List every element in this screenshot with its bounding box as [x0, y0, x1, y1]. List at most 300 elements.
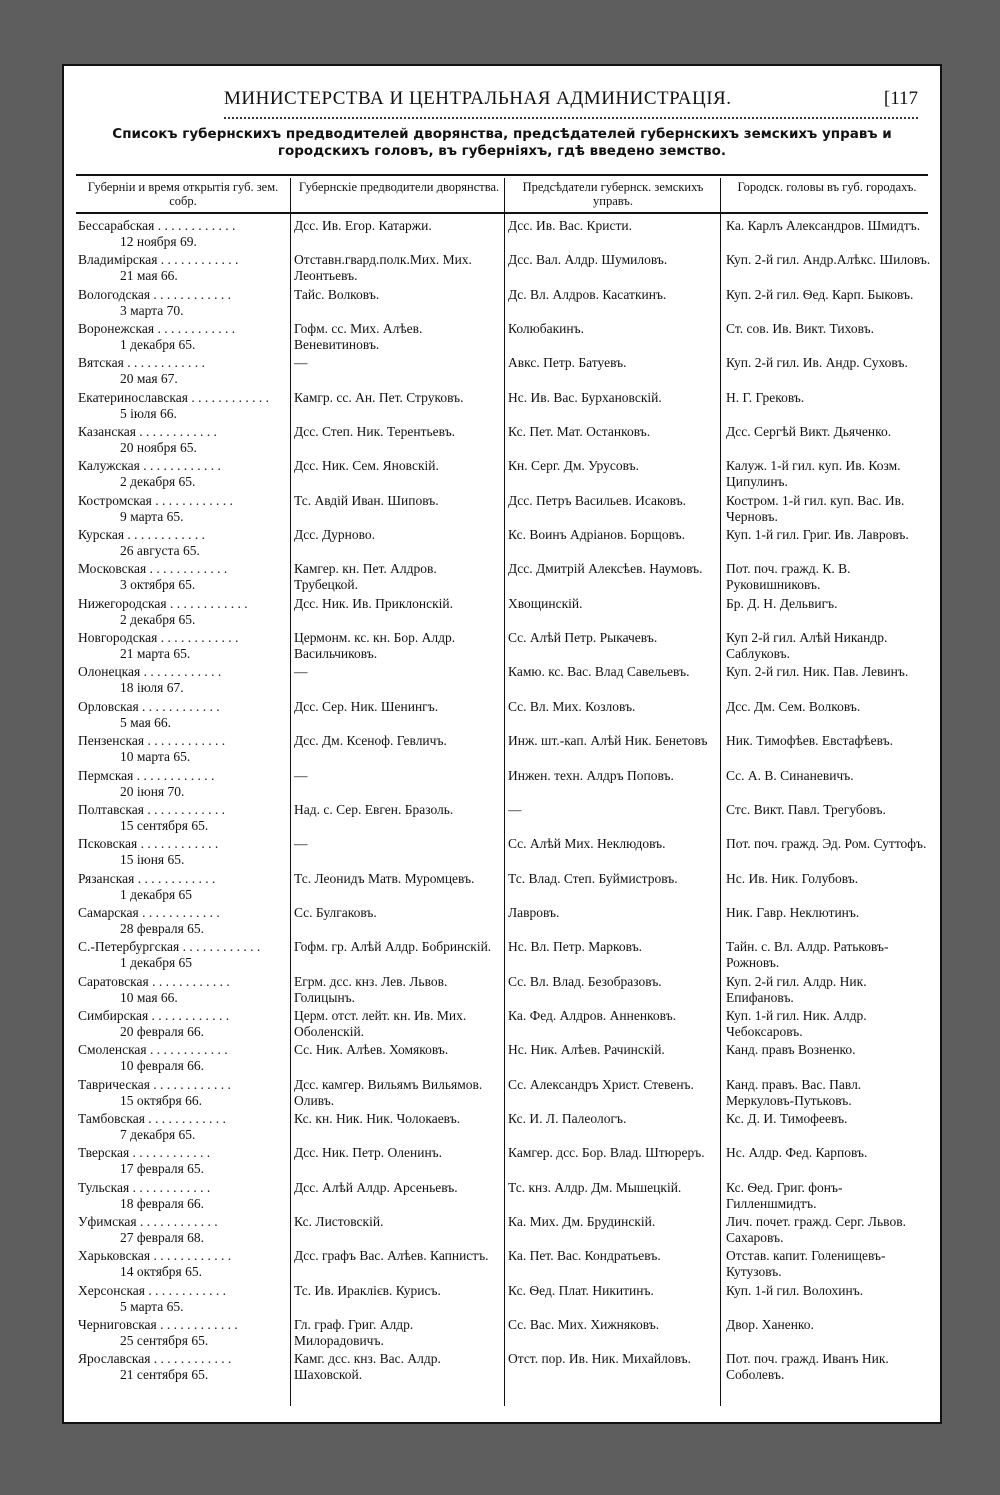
cell-predvoditel — [294, 561, 502, 593]
table-row — [78, 596, 930, 630]
table-row — [78, 458, 930, 492]
cell-predvoditel — [294, 802, 502, 818]
zemstvo-chair-name: Лавровъ. — [508, 904, 560, 920]
table-row — [78, 1111, 930, 1145]
cell-zemstvo — [508, 733, 716, 749]
cell-predvoditel — [294, 1283, 502, 1299]
gubernia-name: Херсонская . . . — [78, 1283, 286, 1299]
zemstvo-chair-name: Сс. Вл. Мих. Козловъ. — [508, 698, 636, 714]
cell-golova — [726, 1317, 932, 1333]
zemstvo-chair-name: Инж. шт.-кап. Алѣй Ник. Бенетовъ — [508, 733, 708, 749]
cell-gubernia — [78, 768, 286, 800]
city-head-name: Тайн. с. Вл. Алдр. Ратьковъ-Рожновъ. — [726, 939, 889, 971]
zemstvo-chair-name: Ка. Фед. Алдров. Анненковъ. — [508, 1007, 677, 1023]
cell-gubernia — [78, 287, 286, 319]
gubernia-date: 20 іюня 70. — [120, 783, 185, 799]
city-head-name: Куп. 2-й гил. Андр.Алѣкс. Шиловъ. — [726, 252, 931, 268]
cell-gubernia — [78, 527, 286, 559]
cell-gubernia — [78, 630, 286, 662]
city-head-name: Куп. 2-й гил. Алдр. Ник. Епифановъ. — [726, 973, 867, 1005]
gubernia-name: Тульская . . . — [78, 1180, 286, 1196]
gubernia-name: Тамбовская . . . — [78, 1111, 286, 1127]
table-row — [78, 355, 930, 389]
predvoditel-name: Отставн.гвард.полк.Мих. Мих. Леонтьевъ. — [294, 252, 472, 284]
predvoditel-name: Сс. Ник. Алѣев. Хомяковъ. — [294, 1042, 449, 1058]
city-head-name: Сс. А. В. Синаневичъ. — [726, 767, 854, 783]
table-row — [78, 1283, 930, 1317]
cell-gubernia — [78, 699, 286, 731]
gubernia-date: 21 сентября 65. — [120, 1367, 209, 1383]
city-head-name: Бр. Д. Н. Дельвигъ. — [726, 595, 838, 611]
cell-zemstvo — [508, 1042, 716, 1058]
cell-gubernia — [78, 1111, 286, 1143]
cell-gubernia — [78, 252, 286, 284]
col-head-zemstvo: Предсѣдатели губернск. земскихъ управъ. — [522, 180, 704, 208]
predvoditel-name: — — [294, 355, 308, 371]
city-head-name: Куп. 2-й гил. Ник. Пав. Левинъ. — [726, 664, 909, 680]
zemstvo-chair-name: Дсс. Вал. Алдр. Шумиловъ. — [508, 252, 668, 268]
predvoditel-name: Цермонм. кс. кн. Бор. Алдр. Васильчиковъ. — [294, 630, 456, 662]
table-row — [78, 836, 930, 870]
city-head-name: Ник. Гавр. Неклютинъ. — [726, 904, 860, 920]
gubernia-name: Полтавская . . . — [78, 802, 286, 818]
cell-golova — [726, 218, 932, 234]
cell-golova — [726, 974, 932, 1006]
cell-golova — [726, 1214, 932, 1246]
gubernia-date: 28 февраля 65. — [120, 920, 205, 936]
cell-gubernia — [78, 1351, 286, 1383]
zemstvo-chair-name: Нс. Ив. Вас. Бурхановскій. — [508, 389, 662, 405]
page — [62, 64, 942, 1424]
cell-predvoditel — [294, 493, 502, 509]
cell-gubernia — [78, 1248, 286, 1280]
cell-golova — [726, 287, 932, 303]
cell-gubernia — [78, 1077, 286, 1109]
cell-zemstvo — [508, 1317, 716, 1333]
gubernia-name: С.-Петербургская . . . — [78, 939, 286, 955]
gubernia-date: 18 февраля 66. — [120, 1195, 205, 1211]
cell-golova — [726, 1008, 932, 1040]
gubernia-date: 10 мая 66. — [120, 989, 178, 1005]
city-head-name: Канд. правъ. Вас. Павл. Меркуловъ-Путьковъ. — [726, 1076, 862, 1108]
cell-gubernia — [78, 218, 286, 250]
table-body — [78, 218, 930, 1386]
predvoditel-name: Гофм. сс. Мих. Алѣев. Веневитиновъ. — [294, 321, 423, 353]
cell-golova — [726, 458, 932, 490]
predvoditel-name: Гл. граф. Григ. Алдр. Милорадовичъ. — [294, 1317, 414, 1348]
city-head-name: Куп 2-й гил. Алѣй Никандр. Саблуковъ. — [726, 630, 888, 662]
zemstvo-chair-name: Камгер. дсс. Бор. Влад. Штюреръ. — [508, 1145, 705, 1161]
cell-gubernia — [78, 939, 286, 971]
city-head-name: Куп. 2-й гил. Ив. Андр. Суховъ. — [726, 355, 908, 371]
predvoditel-name: — — [294, 767, 308, 783]
gubernia-name: Орловская . . . — [78, 699, 286, 715]
gubernia-name: Калужская . . . — [78, 458, 286, 474]
cell-golova — [726, 1351, 932, 1383]
cell-gubernia — [78, 802, 286, 834]
table-row — [78, 939, 930, 973]
gubernia-date: 15 сентября 65. — [120, 817, 209, 833]
gubernia-date: 15 октября 66. — [120, 1092, 203, 1108]
cell-predvoditel — [294, 1077, 502, 1109]
city-head-name: Пот. поч. гражд. К. В. Руковишниковъ. — [726, 561, 851, 593]
cell-zemstvo — [508, 458, 716, 474]
col-head-gubernia: Губерніи и время открытія губ. зем. собр. — [87, 180, 279, 208]
cell-predvoditel — [294, 287, 502, 303]
gubernia-date: 1 декабря 65 — [120, 955, 193, 971]
table-row — [78, 1077, 930, 1111]
cell-predvoditel — [294, 733, 502, 749]
cell-zemstvo — [508, 802, 716, 818]
gubernia-date: 10 февраля 66. — [120, 1058, 205, 1074]
city-head-name: Лич. почет. гражд. Серг. Львов. Сахаровъ. — [726, 1213, 906, 1245]
gubernia-date: 20 мая 67. — [120, 371, 178, 387]
zemstvo-chair-name: Колюбакинъ. — [508, 321, 584, 337]
cell-zemstvo — [508, 1248, 716, 1264]
gubernia-date: 20 февраля 66. — [120, 1023, 205, 1039]
city-head-name: Ка. Карлъ Александров. Шмидтъ. — [726, 218, 921, 233]
city-head-name: Канд. правъ Возненко. — [726, 1042, 856, 1058]
cell-gubernia — [78, 871, 286, 903]
zemstvo-chair-name: Кс. И. Л. Палеологъ. — [508, 1110, 627, 1126]
table-row — [78, 1351, 930, 1385]
cell-predvoditel — [294, 390, 502, 406]
city-head-name: Нс. Ив. Ник. Голубовъ. — [726, 870, 859, 886]
cell-predvoditel — [294, 1111, 502, 1127]
header-title: МИНИСТЕРСТВА И ЦЕНТРАЛЬНАЯ АДМИНИСТРАЦІЯ. — [224, 88, 732, 109]
predvoditel-name: Дсс. Ник. Сем. Яновскій. — [294, 458, 439, 474]
cell-zemstvo — [508, 1351, 716, 1367]
gubernia-date: 17 февраля 65. — [120, 1161, 205, 1177]
cell-golova — [726, 871, 932, 887]
cell-gubernia — [78, 664, 286, 696]
city-head-name: Калуж. 1-й гил. куп. Ив. Козм. Ципулинъ. — [726, 458, 901, 490]
cell-zemstvo — [508, 836, 716, 852]
table-row — [78, 1214, 930, 1248]
city-head-name: Куп. 1-й гил. Григ. Ив. Лавровъ. — [726, 527, 909, 543]
table-row — [78, 664, 930, 698]
cell-predvoditel — [294, 321, 502, 353]
city-head-name: Дсс. Сергѣй Викт. Дьяченко. — [726, 424, 892, 440]
cell-predvoditel — [294, 1351, 502, 1383]
city-head-name: Нс. Алдр. Фед. Карповъ. — [726, 1145, 868, 1161]
gubernia-date: 2 декабря 65. — [120, 474, 196, 490]
zemstvo-chair-name: Дсс. Дмитрій Алексѣев. Наумовъ. — [508, 561, 703, 577]
cell-zemstvo — [508, 493, 716, 509]
cell-golova — [726, 1248, 932, 1280]
cell-zemstvo — [508, 596, 716, 612]
zemstvo-chair-name: Кн. Серг. Дм. Урусовъ. — [508, 458, 639, 474]
gubernia-name: Бессарабская . . . — [78, 218, 286, 234]
gubernia-name: Ярославская . . . — [78, 1351, 286, 1367]
gubernia-date: 21 марта 65. — [120, 646, 191, 662]
zemstvo-chair-name: Сс. Алѣй Петр. Рыкачевъ. — [508, 630, 658, 646]
cell-zemstvo — [508, 699, 716, 715]
gubernia-date: 20 ноября 65. — [120, 440, 197, 456]
zemstvo-chair-name: Нс. Ник. Алѣев. Рачинскій. — [508, 1042, 665, 1058]
table-head-rule — [76, 212, 928, 214]
header-rule — [224, 114, 918, 119]
cell-predvoditel — [294, 424, 502, 440]
cell-gubernia — [78, 1042, 286, 1074]
cell-zemstvo — [508, 871, 716, 887]
cell-golova — [726, 1180, 932, 1212]
cell-predvoditel — [294, 355, 502, 371]
cell-golova — [726, 424, 932, 440]
cell-predvoditel — [294, 664, 502, 680]
list-title: Списокъ губернскихъ предводителей дворянства, предсѣдателей губернскихъ земскихъ управъ и городскихъ головъ, въ губерніяхъ, гдѣ введено земство. — [112, 126, 892, 159]
predvoditel-name: Дсс. Дурново. — [294, 527, 376, 543]
zemstvo-chair-name: — — [508, 801, 522, 817]
city-head-name: Куп. 1-й гил. Волохинъ. — [726, 1282, 864, 1298]
gubernia-name: Рязанская . . . — [78, 871, 286, 887]
cell-zemstvo — [508, 1283, 716, 1299]
gubernia-date: 7 декабря 65. — [120, 1126, 196, 1142]
cell-zemstvo — [508, 424, 716, 440]
gubernia-date: 27 февраля 68. — [120, 1229, 205, 1245]
gubernia-date: 5 марта 65. — [120, 1298, 184, 1314]
gubernia-date: 15 іюня 65. — [120, 852, 185, 868]
cell-zemstvo — [508, 664, 716, 680]
cell-predvoditel — [294, 596, 502, 612]
cell-gubernia — [78, 458, 286, 490]
predvoditel-name: Дсс. Степ. Ник. Терентьевъ. — [294, 424, 456, 440]
gubernia-name: Вятская . . . — [78, 355, 286, 371]
zemstvo-chair-name: Инжен. техн. Алдръ Поповъ. — [508, 767, 674, 783]
cell-gubernia — [78, 1317, 286, 1349]
cell-golova — [726, 836, 932, 852]
cell-gubernia — [78, 321, 286, 353]
city-head-name: Ник. Тимофѣев. Евстафѣевъ. — [726, 733, 893, 749]
page-number: [117 — [883, 88, 918, 109]
zemstvo-chair-name: Кс. Воинъ Адріанов. Борщовъ. — [508, 527, 685, 543]
gubernia-name: Черниговская . . . — [78, 1317, 286, 1333]
cell-golova — [726, 252, 932, 268]
cell-gubernia — [78, 905, 286, 937]
predvoditel-name: Дсс. Алѣй Алдр. Арсеньевъ. — [294, 1179, 458, 1195]
predvoditel-name: Дсс. Ник. Петр. Оленинъ. — [294, 1145, 443, 1161]
cell-zemstvo — [508, 1180, 716, 1196]
gubernia-name: Тверская . . . — [78, 1145, 286, 1161]
cell-golova — [726, 321, 932, 337]
table-row — [78, 630, 930, 664]
cell-golova — [726, 596, 932, 612]
predvoditel-name: Гофм. гр. Алѣй Алдр. Бобринскій. — [294, 939, 492, 955]
table-row — [78, 802, 930, 836]
cell-gubernia — [78, 390, 286, 422]
cell-golova — [726, 355, 932, 371]
table-row — [78, 527, 930, 561]
gubernia-name: Таврическая . . . — [78, 1077, 286, 1093]
table-row — [78, 218, 930, 252]
zemstvo-chair-name: Тс. кнз. Алдр. Дм. Мышецкій. — [508, 1179, 682, 1195]
table-row — [78, 252, 930, 286]
zemstvo-chair-name: Дсс. Ив. Вас. Кристи. — [508, 218, 633, 233]
cell-golova — [726, 664, 932, 680]
cell-zemstvo — [508, 287, 716, 303]
predvoditel-name: Кс. кн. Ник. Ник. Чолокаевъ. — [294, 1110, 461, 1126]
predvoditel-name: Кс. Листовскій. — [294, 1213, 384, 1229]
predvoditel-name: Дсс. Дм. Ксеноф. Гевличъ. — [294, 733, 447, 749]
cell-gubernia — [78, 733, 286, 765]
cell-zemstvo — [508, 355, 716, 371]
cell-predvoditel — [294, 939, 502, 955]
gubernia-name: Самарская . . . — [78, 905, 286, 921]
zemstvo-chair-name: Сс. Вас. Мих. Хижняковъ. — [508, 1317, 660, 1332]
cell-zemstvo — [508, 1077, 716, 1093]
predvoditel-name: — — [294, 664, 308, 680]
table-row — [78, 1042, 930, 1076]
gubernia-name: Екатеринославская . . . — [78, 390, 286, 406]
cell-golova — [726, 768, 932, 784]
gubernia-date: 3 марта 70. — [120, 302, 184, 318]
gubernia-name: Московская . . . — [78, 561, 286, 577]
gubernia-name: Симбирская . . . — [78, 1008, 286, 1024]
cell-predvoditel — [294, 458, 502, 474]
cell-gubernia — [78, 355, 286, 387]
gubernia-date: 26 августа 65. — [120, 543, 200, 559]
gubernia-name: Смоленская . . . — [78, 1042, 286, 1058]
cell-predvoditel — [294, 1042, 502, 1058]
gubernia-name: Новгородская . . . — [78, 630, 286, 646]
cell-predvoditel — [294, 1214, 502, 1230]
city-head-name: Пот. поч. гражд. Иванъ Ник. Соболевъ. — [726, 1351, 889, 1383]
cell-predvoditel — [294, 1248, 502, 1264]
cell-golova — [726, 939, 932, 971]
gubernia-name: Воронежская . . . — [78, 321, 286, 337]
predvoditel-name: Над. с. Сер. Евген. Бразоль. — [294, 801, 454, 817]
cell-gubernia — [78, 1283, 286, 1315]
cell-gubernia — [78, 1180, 286, 1212]
table-row — [78, 287, 930, 321]
predvoditel-name: Камгер. кн. Пет. Алдров. Трубецкой. — [294, 561, 437, 593]
gubernia-name: Пензенская . . . — [78, 733, 286, 749]
cell-zemstvo — [508, 974, 716, 990]
cell-predvoditel — [294, 836, 502, 852]
city-head-name: Куп. 1-й гил. Ник. Алдр. Чебоксаровъ. — [726, 1007, 867, 1039]
gubernia-name: Казанская . . . — [78, 424, 286, 440]
predvoditel-name: Сс. Булгаковъ. — [294, 904, 377, 920]
predvoditel-name: Тс. Ив. Ираклієв. Курисъ. — [294, 1282, 441, 1298]
cell-gubernia — [78, 561, 286, 593]
cell-zemstvo — [508, 905, 716, 921]
running-header — [64, 88, 940, 114]
city-head-name: Пот. поч. гражд. Эд. Ром. Суттофъ. — [726, 836, 927, 852]
gubernia-date: 1 декабря 65. — [120, 337, 196, 353]
cell-predvoditel — [294, 527, 502, 543]
cell-zemstvo — [508, 527, 716, 543]
table-row — [78, 493, 930, 527]
city-head-name: Кс. Ѳед. Григ. фонъ-Гилленшмидтъ. — [726, 1179, 843, 1211]
table-row — [78, 699, 930, 733]
table-row — [78, 1180, 930, 1214]
cell-golova — [726, 527, 932, 543]
col-head-golovy: Городск. головы въ губ. городахъ. — [737, 180, 917, 194]
zemstvo-chair-name: Камю. кс. Вас. Влад Савельевъ. — [508, 664, 690, 680]
gubernia-date: 21 мая 66. — [120, 268, 178, 284]
predvoditel-name: Камг. дсс. кнз. Вас. Алдр. Шаховской. — [294, 1351, 441, 1383]
gubernia-name: Пермская . . . — [78, 768, 286, 784]
cell-zemstvo — [508, 561, 716, 577]
predvoditel-name: Дсс. Сер. Ник. Шенингъ. — [294, 698, 439, 714]
zemstvo-chair-name: Ка. Пет. Вас. Кондратьевъ. — [508, 1248, 661, 1264]
city-head-name: Н. Г. Грековъ. — [726, 389, 805, 405]
gubernia-name: Владимірская . . . — [78, 252, 286, 268]
predvoditel-name: — — [294, 836, 308, 852]
table-row — [78, 321, 930, 355]
gubernia-name: Саратовская . . . — [78, 974, 286, 990]
cell-zemstvo — [508, 1008, 716, 1024]
cell-golova — [726, 630, 932, 662]
cell-zemstvo — [508, 768, 716, 784]
gubernia-date: 1 декабря 65 — [120, 886, 193, 902]
table-row — [78, 905, 930, 939]
gubernia-name: Олонецкая . . . — [78, 664, 286, 680]
cell-predvoditel — [294, 252, 502, 284]
cell-golova — [726, 733, 932, 749]
zemstvo-chair-name: Дсс. Петръ Васильев. Исаковъ. — [508, 492, 686, 508]
cell-zemstvo — [508, 218, 716, 234]
table-row — [78, 733, 930, 767]
cell-predvoditel — [294, 1317, 502, 1349]
zemstvo-chair-name: Кс. Пет. Мат. Останковъ. — [508, 424, 651, 440]
predvoditel-name: Дсс. камгер. Вильямъ Вильямов. Оливъ. — [294, 1076, 483, 1108]
table-row — [78, 390, 930, 424]
cell-predvoditel — [294, 1180, 502, 1196]
zemstvo-chair-name: Ка. Мих. Дм. Брудинскій. — [508, 1213, 656, 1229]
cell-predvoditel — [294, 699, 502, 715]
predvoditel-name: Егрм. дсс. кнз. Лев. Львов. Голицынъ. — [294, 973, 448, 1005]
cell-zemstvo — [508, 939, 716, 955]
gubernia-date: 10 марта 65. — [120, 749, 191, 765]
cell-predvoditel — [294, 974, 502, 1006]
predvoditel-name: Камгр. сс. Ан. Пет. Струковъ. — [294, 389, 464, 405]
gubernia-date: 9 марта 65. — [120, 508, 184, 524]
zemstvo-chair-name: Сс. Александръ Христ. Стевенъ. — [508, 1076, 694, 1092]
predvoditel-name: Тс. Авдій Иван. Шиповъ. — [294, 492, 439, 508]
cell-gubernia — [78, 1214, 286, 1246]
city-head-name: Кс. Д. И. Тимофеевъ. — [726, 1110, 848, 1126]
gubernia-date: 3 октября 65. — [120, 577, 196, 593]
table-row — [78, 1145, 930, 1179]
city-head-name: Костром. 1-й гил. куп. Вас. Ив. Черновъ. — [726, 492, 905, 524]
predvoditel-name: Дсс. графъ Вас. Алѣев. Капнистъ. — [294, 1248, 489, 1264]
cell-zemstvo — [508, 1145, 716, 1161]
zemstvo-chair-name: Нс. Вл. Петр. Марковъ. — [508, 939, 643, 955]
predvoditel-name: Дсс. Ник. Ив. Приклонскій. — [294, 595, 453, 611]
zemstvo-chair-name: Сс. Вл. Влад. Безобразовъ. — [508, 973, 662, 989]
zemstvo-chair-name: Тс. Влад. Степ. Буймистровъ. — [508, 870, 678, 886]
table-row — [78, 561, 930, 595]
cell-zemstvo — [508, 630, 716, 646]
city-head-name: Куп. 2-й гил. Ѳед. Карп. Быковъ. — [726, 286, 914, 302]
gubernia-date: 14 октября 65. — [120, 1264, 203, 1280]
cell-gubernia — [78, 424, 286, 456]
gubernia-date: 5 іюля 66. — [120, 405, 177, 421]
zemstvo-chair-name: Дс. Вл. Алдров. Касаткинъ. — [508, 286, 667, 302]
zemstvo-chair-name: Отст. пор. Ив. Ник. Михайловъ. — [508, 1351, 691, 1367]
cell-golova — [726, 561, 932, 593]
cell-golova — [726, 1042, 932, 1058]
predvoditel-name: Тс. Леонидъ Матв. Муромцевъ. — [294, 870, 475, 886]
col-head-predvoditeli: Губернскіе предводители дворянства. — [298, 180, 500, 194]
cell-golova — [726, 802, 932, 818]
city-head-name: Ст. сов. Ив. Викт. Тиховъ. — [726, 321, 874, 337]
cell-zemstvo — [508, 252, 716, 268]
zemstvo-chair-name: Авкс. Петр. Батуевъ. — [508, 355, 627, 371]
predvoditel-name: Тайс. Волковъ. — [294, 286, 380, 302]
city-head-name: Стс. Викт. Павл. Трегубовъ. — [726, 801, 886, 817]
